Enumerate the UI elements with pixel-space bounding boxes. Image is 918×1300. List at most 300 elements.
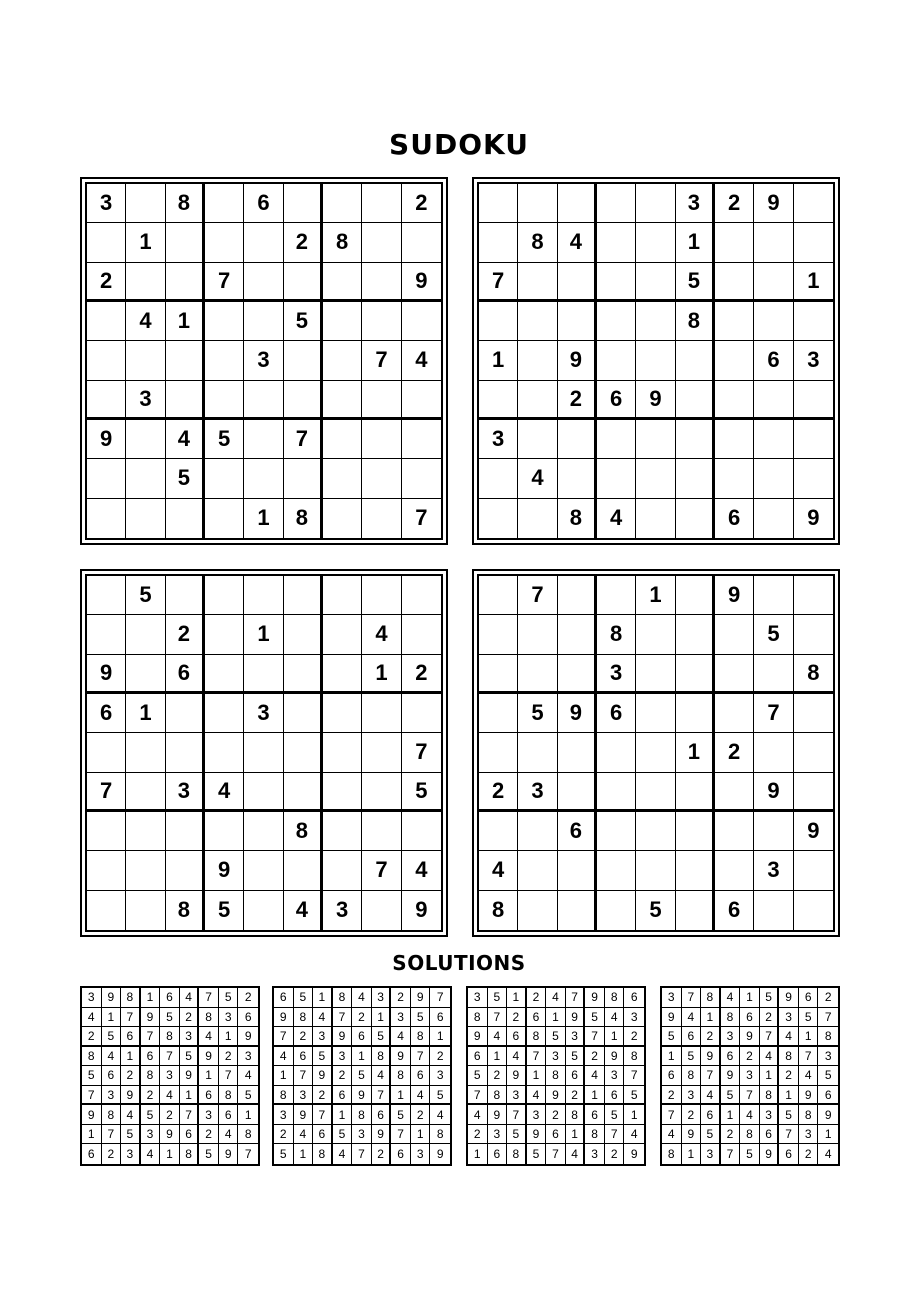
given-digit-cell: 7 bbox=[205, 263, 244, 302]
given-digit-cell: 6 bbox=[180, 1125, 200, 1145]
empty-cell bbox=[323, 381, 362, 420]
empty-cell bbox=[754, 302, 793, 341]
given-digit-cell: 8 bbox=[238, 1125, 258, 1145]
given-digit-cell: 5 bbox=[391, 1105, 411, 1125]
empty-cell bbox=[754, 381, 793, 420]
given-digit-cell: 1 bbox=[676, 733, 715, 772]
empty-cell bbox=[794, 891, 833, 930]
puzzle-grid bbox=[85, 574, 443, 932]
empty-cell bbox=[166, 381, 205, 420]
given-digit-cell: 2 bbox=[121, 1066, 141, 1086]
empty-cell bbox=[479, 302, 518, 341]
puzzle-grid bbox=[477, 574, 835, 932]
given-digit-cell: 2 bbox=[391, 988, 411, 1008]
given-digit-cell: 9 bbox=[662, 1008, 682, 1028]
empty-cell bbox=[126, 773, 165, 812]
given-digit-cell: 3 bbox=[676, 184, 715, 223]
empty-cell bbox=[558, 576, 597, 615]
given-digit-cell: 8 bbox=[82, 1047, 102, 1067]
given-digit-cell: 2 bbox=[507, 1008, 527, 1028]
empty-cell bbox=[402, 302, 441, 341]
empty-cell bbox=[636, 773, 675, 812]
empty-cell bbox=[479, 576, 518, 615]
empty-cell bbox=[676, 381, 715, 420]
given-digit-cell: 1 bbox=[488, 1047, 508, 1067]
given-digit-cell: 3 bbox=[527, 1105, 547, 1125]
empty-cell bbox=[402, 381, 441, 420]
empty-cell bbox=[558, 891, 597, 930]
given-digit-cell: 6 bbox=[799, 988, 819, 1008]
empty-cell bbox=[518, 381, 557, 420]
empty-cell bbox=[636, 615, 675, 654]
given-digit-cell: 3 bbox=[479, 420, 518, 459]
given-digit-cell: 5 bbox=[205, 891, 244, 930]
given-digit-cell: 7 bbox=[754, 694, 793, 733]
given-digit-cell: 1 bbox=[126, 694, 165, 733]
empty-cell bbox=[284, 615, 323, 654]
given-digit-cell: 5 bbox=[411, 1008, 431, 1028]
given-digit-cell: 2 bbox=[402, 184, 441, 223]
empty-cell bbox=[794, 773, 833, 812]
empty-cell bbox=[715, 420, 754, 459]
empty-cell bbox=[715, 223, 754, 262]
given-digit-cell: 8 bbox=[794, 655, 833, 694]
empty-cell bbox=[166, 576, 205, 615]
given-digit-cell: 3 bbox=[160, 1066, 180, 1086]
given-digit-cell: 1 bbox=[566, 1125, 586, 1145]
given-digit-cell: 3 bbox=[333, 1047, 353, 1067]
empty-cell bbox=[362, 381, 401, 420]
given-digit-cell: 9 bbox=[701, 1047, 721, 1067]
empty-cell bbox=[558, 851, 597, 890]
given-digit-cell: 3 bbox=[779, 1008, 799, 1028]
empty-cell bbox=[244, 381, 283, 420]
given-digit-cell: 2 bbox=[102, 1144, 122, 1164]
empty-cell bbox=[676, 655, 715, 694]
empty-cell bbox=[794, 184, 833, 223]
given-digit-cell: 1 bbox=[676, 223, 715, 262]
empty-cell bbox=[362, 812, 401, 851]
empty-cell bbox=[676, 891, 715, 930]
sudoku-solution-2 bbox=[272, 986, 452, 1166]
empty-cell bbox=[676, 851, 715, 890]
empty-cell bbox=[715, 302, 754, 341]
given-digit-cell: 5 bbox=[121, 1125, 141, 1145]
given-digit-cell: 3 bbox=[199, 1105, 219, 1125]
empty-cell bbox=[676, 615, 715, 654]
given-digit-cell: 9 bbox=[199, 1047, 219, 1067]
given-digit-cell: 6 bbox=[558, 812, 597, 851]
empty-cell bbox=[479, 184, 518, 223]
given-digit-cell: 1 bbox=[624, 1105, 644, 1125]
given-digit-cell: 4 bbox=[219, 1125, 239, 1145]
empty-cell bbox=[715, 655, 754, 694]
given-digit-cell: 4 bbox=[799, 1066, 819, 1086]
given-digit-cell: 4 bbox=[205, 773, 244, 812]
given-digit-cell: 6 bbox=[244, 184, 283, 223]
given-digit-cell: 6 bbox=[219, 1105, 239, 1125]
given-digit-cell: 3 bbox=[166, 773, 205, 812]
empty-cell bbox=[244, 733, 283, 772]
given-digit-cell: 2 bbox=[721, 1125, 741, 1145]
given-digit-cell: 8 bbox=[488, 1086, 508, 1106]
empty-cell bbox=[362, 773, 401, 812]
empty-cell bbox=[166, 263, 205, 302]
empty-cell bbox=[794, 733, 833, 772]
given-digit-cell: 3 bbox=[740, 1066, 760, 1086]
given-digit-cell: 5 bbox=[779, 1105, 799, 1125]
given-digit-cell: 9 bbox=[436, 1147, 444, 1162]
given-digit-cell: 3 bbox=[430, 1066, 450, 1086]
given-digit-cell: 3 bbox=[244, 341, 283, 380]
empty-cell bbox=[284, 773, 323, 812]
given-digit-cell: 5 bbox=[205, 420, 244, 459]
given-digit-cell: 2 bbox=[715, 184, 754, 223]
empty-cell bbox=[715, 615, 754, 654]
sudoku-solution-3 bbox=[466, 986, 646, 1166]
given-digit-cell: 3 bbox=[682, 1086, 702, 1106]
given-digit-cell: 4 bbox=[391, 1027, 411, 1047]
empty-cell bbox=[126, 341, 165, 380]
empty-cell bbox=[636, 812, 675, 851]
given-digit-cell: 5 bbox=[294, 988, 314, 1008]
given-digit-cell: 5 bbox=[662, 1027, 682, 1047]
given-digit-cell: 4 bbox=[430, 1105, 450, 1125]
sudoku-solution-1 bbox=[80, 986, 260, 1166]
empty-cell bbox=[126, 263, 165, 302]
given-digit-cell: 6 bbox=[82, 1144, 102, 1164]
given-digit-cell: 9 bbox=[391, 1047, 411, 1067]
given-digit-cell: 7 bbox=[682, 988, 702, 1008]
given-digit-cell: 6 bbox=[238, 1008, 258, 1028]
empty-cell bbox=[479, 694, 518, 733]
given-digit-cell: 8 bbox=[546, 1066, 566, 1086]
empty-cell bbox=[754, 263, 793, 302]
empty-cell bbox=[205, 615, 244, 654]
sudoku-puzzle-3 bbox=[80, 569, 448, 937]
given-digit-cell: 1 bbox=[244, 499, 283, 538]
given-digit-cell: 3 bbox=[662, 988, 682, 1008]
sudoku-puzzle-2 bbox=[472, 177, 840, 545]
empty-cell bbox=[676, 812, 715, 851]
given-digit-cell: 9 bbox=[636, 381, 675, 420]
given-digit-cell: 4 bbox=[721, 988, 741, 1008]
empty-cell bbox=[636, 459, 675, 498]
given-digit-cell: 7 bbox=[82, 1086, 102, 1106]
given-digit-cell: 8 bbox=[102, 1105, 122, 1125]
given-digit-cell: 8 bbox=[284, 499, 323, 538]
given-digit-cell: 1 bbox=[391, 1086, 411, 1106]
given-digit-cell: 3 bbox=[180, 1027, 200, 1047]
given-digit-cell: 6 bbox=[313, 1125, 333, 1145]
empty-cell bbox=[323, 733, 362, 772]
given-digit-cell: 2 bbox=[566, 1086, 586, 1106]
given-digit-cell: 9 bbox=[87, 655, 126, 694]
empty-cell bbox=[244, 891, 283, 930]
empty-cell bbox=[244, 223, 283, 262]
empty-cell bbox=[323, 773, 362, 812]
empty-cell bbox=[244, 655, 283, 694]
empty-cell bbox=[284, 655, 323, 694]
empty-cell bbox=[794, 694, 833, 733]
given-digit-cell: 6 bbox=[566, 1066, 586, 1086]
given-digit-cell: 5 bbox=[430, 1086, 450, 1106]
given-digit-cell: 1 bbox=[527, 1066, 547, 1086]
empty-cell bbox=[87, 851, 126, 890]
given-digit-cell: 3 bbox=[121, 1144, 141, 1164]
given-digit-cell: 3 bbox=[624, 1008, 644, 1028]
given-digit-cell: 8 bbox=[391, 1066, 411, 1086]
given-digit-cell: 2 bbox=[605, 1144, 625, 1164]
given-digit-cell: 1 bbox=[102, 1008, 122, 1028]
empty-cell bbox=[402, 223, 441, 262]
given-digit-cell: 3 bbox=[468, 988, 488, 1008]
given-digit-cell: 6 bbox=[294, 1047, 314, 1067]
empty-cell bbox=[166, 499, 205, 538]
empty-cell bbox=[676, 341, 715, 380]
given-digit-cell: 3 bbox=[82, 988, 102, 1008]
given-digit-cell: 3 bbox=[87, 184, 126, 223]
given-digit-cell: 2 bbox=[274, 1125, 294, 1145]
given-digit-cell: 9 bbox=[333, 1027, 353, 1047]
given-digit-cell: 7 bbox=[362, 341, 401, 380]
empty-cell bbox=[794, 459, 833, 498]
empty-cell bbox=[636, 694, 675, 733]
given-digit-cell: 9 bbox=[102, 988, 122, 1008]
given-digit-cell: 6 bbox=[102, 1066, 122, 1086]
given-digit-cell: 6 bbox=[391, 1144, 411, 1164]
given-digit-cell: 2 bbox=[180, 1008, 200, 1028]
given-digit-cell: 1 bbox=[468, 1144, 488, 1164]
given-digit-cell: 6 bbox=[166, 655, 205, 694]
given-digit-cell: 1 bbox=[507, 988, 527, 1008]
given-digit-cell: 8 bbox=[597, 615, 636, 654]
empty-cell bbox=[126, 655, 165, 694]
given-digit-cell: 7 bbox=[333, 1008, 353, 1028]
given-digit-cell: 9 bbox=[558, 694, 597, 733]
empty-cell bbox=[518, 812, 557, 851]
given-digit-cell: 5 bbox=[402, 773, 441, 812]
given-digit-cell: 8 bbox=[430, 1125, 450, 1145]
given-digit-cell: 5 bbox=[352, 1066, 372, 1086]
empty-cell bbox=[126, 420, 165, 459]
given-digit-cell: 7 bbox=[507, 1105, 527, 1125]
given-digit-cell: 1 bbox=[82, 1125, 102, 1145]
empty-cell bbox=[362, 891, 401, 930]
empty-cell bbox=[244, 812, 283, 851]
given-digit-cell: 1 bbox=[546, 1008, 566, 1028]
empty-cell bbox=[754, 459, 793, 498]
given-digit-cell: 7 bbox=[121, 1008, 141, 1028]
given-digit-cell: 3 bbox=[219, 1008, 239, 1028]
empty-cell bbox=[754, 812, 793, 851]
given-digit-cell: 6 bbox=[779, 1144, 799, 1164]
given-digit-cell: 6 bbox=[546, 1125, 566, 1145]
given-digit-cell: 4 bbox=[82, 1008, 102, 1028]
empty-cell bbox=[87, 381, 126, 420]
given-digit-cell: 5 bbox=[676, 263, 715, 302]
given-digit-cell: 8 bbox=[740, 1125, 760, 1145]
empty-cell bbox=[362, 694, 401, 733]
empty-cell bbox=[597, 891, 636, 930]
given-digit-cell: 9 bbox=[274, 1008, 294, 1028]
given-digit-cell: 8 bbox=[682, 1066, 702, 1086]
given-digit-cell: 6 bbox=[488, 1144, 508, 1164]
given-digit-cell: 7 bbox=[219, 1066, 239, 1086]
empty-cell bbox=[323, 420, 362, 459]
empty-cell bbox=[166, 851, 205, 890]
empty-cell bbox=[754, 655, 793, 694]
given-digit-cell: 1 bbox=[760, 1066, 780, 1086]
given-digit-cell: 2 bbox=[527, 988, 547, 1008]
given-digit-cell: 7 bbox=[527, 1047, 547, 1067]
given-digit-cell: 9 bbox=[794, 812, 833, 851]
sudoku-puzzle-4 bbox=[472, 569, 840, 937]
given-digit-cell: 9 bbox=[754, 773, 793, 812]
empty-cell bbox=[284, 851, 323, 890]
given-digit-cell: 9 bbox=[352, 1086, 372, 1106]
sudoku-puzzle-1 bbox=[80, 177, 448, 545]
given-digit-cell: 7 bbox=[760, 1027, 780, 1047]
given-digit-cell: 4 bbox=[507, 1047, 527, 1067]
empty-cell bbox=[205, 812, 244, 851]
given-digit-cell: 1 bbox=[141, 988, 161, 1008]
given-digit-cell: 8 bbox=[518, 223, 557, 262]
empty-cell bbox=[87, 891, 126, 930]
given-digit-cell: 1 bbox=[818, 1125, 838, 1145]
empty-cell bbox=[676, 459, 715, 498]
given-digit-cell: 7 bbox=[199, 988, 219, 1008]
empty-cell bbox=[205, 576, 244, 615]
given-digit-cell: 8 bbox=[760, 1086, 780, 1106]
empty-cell bbox=[166, 733, 205, 772]
empty-cell bbox=[636, 499, 675, 538]
given-digit-cell: 4 bbox=[126, 302, 165, 341]
given-digit-cell: 4 bbox=[372, 1066, 392, 1086]
empty-cell bbox=[205, 341, 244, 380]
empty-cell bbox=[597, 851, 636, 890]
puzzle-grid bbox=[85, 182, 443, 540]
given-digit-cell: 8 bbox=[219, 1086, 239, 1106]
given-digit-cell: 5 bbox=[546, 1027, 566, 1047]
empty-cell bbox=[166, 694, 205, 733]
empty-cell bbox=[794, 851, 833, 890]
given-digit-cell: 1 bbox=[313, 988, 333, 1008]
given-digit-cell: 8 bbox=[566, 1105, 586, 1125]
given-digit-cell: 6 bbox=[121, 1027, 141, 1047]
given-digit-cell: 1 bbox=[799, 1027, 819, 1047]
given-digit-cell: 4 bbox=[479, 851, 518, 890]
given-digit-cell: 7 bbox=[180, 1105, 200, 1125]
empty-cell bbox=[205, 302, 244, 341]
given-digit-cell: 8 bbox=[333, 988, 353, 1008]
given-digit-cell: 6 bbox=[141, 1047, 161, 1067]
given-digit-cell: 9 bbox=[818, 1105, 838, 1125]
given-digit-cell: 5 bbox=[238, 1086, 258, 1106]
given-digit-cell: 5 bbox=[468, 1066, 488, 1086]
empty-cell bbox=[402, 812, 441, 851]
given-digit-cell: 4 bbox=[199, 1027, 219, 1047]
given-digit-cell: 3 bbox=[518, 773, 557, 812]
empty-cell bbox=[87, 733, 126, 772]
given-digit-cell: 7 bbox=[402, 733, 441, 772]
empty-cell bbox=[479, 499, 518, 538]
given-digit-cell: 7 bbox=[274, 1027, 294, 1047]
given-digit-cell: 2 bbox=[799, 1144, 819, 1164]
empty-cell bbox=[518, 733, 557, 772]
given-digit-cell: 6 bbox=[597, 381, 636, 420]
given-digit-cell: 7 bbox=[352, 1144, 372, 1164]
given-digit-cell: 3 bbox=[313, 1027, 333, 1047]
empty-cell bbox=[794, 615, 833, 654]
given-digit-cell: 8 bbox=[166, 184, 205, 223]
empty-cell bbox=[244, 576, 283, 615]
given-digit-cell: 2 bbox=[219, 1047, 239, 1067]
empty-cell bbox=[518, 184, 557, 223]
empty-cell bbox=[323, 576, 362, 615]
given-digit-cell: 6 bbox=[585, 1105, 605, 1125]
given-digit-cell: 4 bbox=[597, 499, 636, 538]
given-digit-cell: 9 bbox=[754, 184, 793, 223]
given-digit-cell: 8 bbox=[662, 1144, 682, 1164]
given-digit-cell: 1 bbox=[605, 1027, 625, 1047]
given-digit-cell: 5 bbox=[102, 1027, 122, 1047]
empty-cell bbox=[323, 184, 362, 223]
given-digit-cell: 5 bbox=[126, 576, 165, 615]
given-digit-cell: 2 bbox=[818, 988, 838, 1008]
empty-cell bbox=[402, 420, 441, 459]
empty-cell bbox=[518, 891, 557, 930]
given-digit-cell: 2 bbox=[468, 1125, 488, 1145]
given-digit-cell: 5 bbox=[141, 1105, 161, 1125]
given-digit-cell: 8 bbox=[372, 1047, 392, 1067]
given-digit-cell: 2 bbox=[488, 1066, 508, 1086]
empty-cell bbox=[597, 576, 636, 615]
empty-cell bbox=[402, 694, 441, 733]
puzzle-grid bbox=[477, 182, 835, 540]
given-digit-cell: 7 bbox=[585, 1027, 605, 1047]
empty-cell bbox=[205, 694, 244, 733]
given-digit-cell: 4 bbox=[824, 1147, 832, 1162]
given-digit-cell: 9 bbox=[546, 1086, 566, 1106]
given-digit-cell: 6 bbox=[760, 1125, 780, 1145]
given-digit-cell: 9 bbox=[715, 576, 754, 615]
given-digit-cell: 6 bbox=[740, 1008, 760, 1028]
given-digit-cell: 1 bbox=[662, 1047, 682, 1067]
empty-cell bbox=[597, 263, 636, 302]
given-digit-cell: 4 bbox=[121, 1105, 141, 1125]
given-digit-cell: 4 bbox=[402, 341, 441, 380]
given-digit-cell: 7 bbox=[244, 1147, 252, 1162]
given-digit-cell: 3 bbox=[391, 1008, 411, 1028]
given-digit-cell: 1 bbox=[294, 1144, 314, 1164]
empty-cell bbox=[362, 499, 401, 538]
empty-cell bbox=[518, 341, 557, 380]
given-digit-cell: 5 bbox=[274, 1144, 294, 1164]
empty-cell bbox=[558, 615, 597, 654]
given-digit-cell: 1 bbox=[794, 263, 833, 302]
empty-cell bbox=[126, 851, 165, 890]
empty-cell bbox=[323, 341, 362, 380]
empty-cell bbox=[126, 812, 165, 851]
given-digit-cell: 7 bbox=[430, 988, 450, 1008]
empty-cell bbox=[518, 851, 557, 890]
empty-cell bbox=[87, 302, 126, 341]
empty-cell bbox=[362, 263, 401, 302]
given-digit-cell: 9 bbox=[760, 1144, 780, 1164]
empty-cell bbox=[402, 459, 441, 498]
given-digit-cell: 9 bbox=[740, 1027, 760, 1047]
